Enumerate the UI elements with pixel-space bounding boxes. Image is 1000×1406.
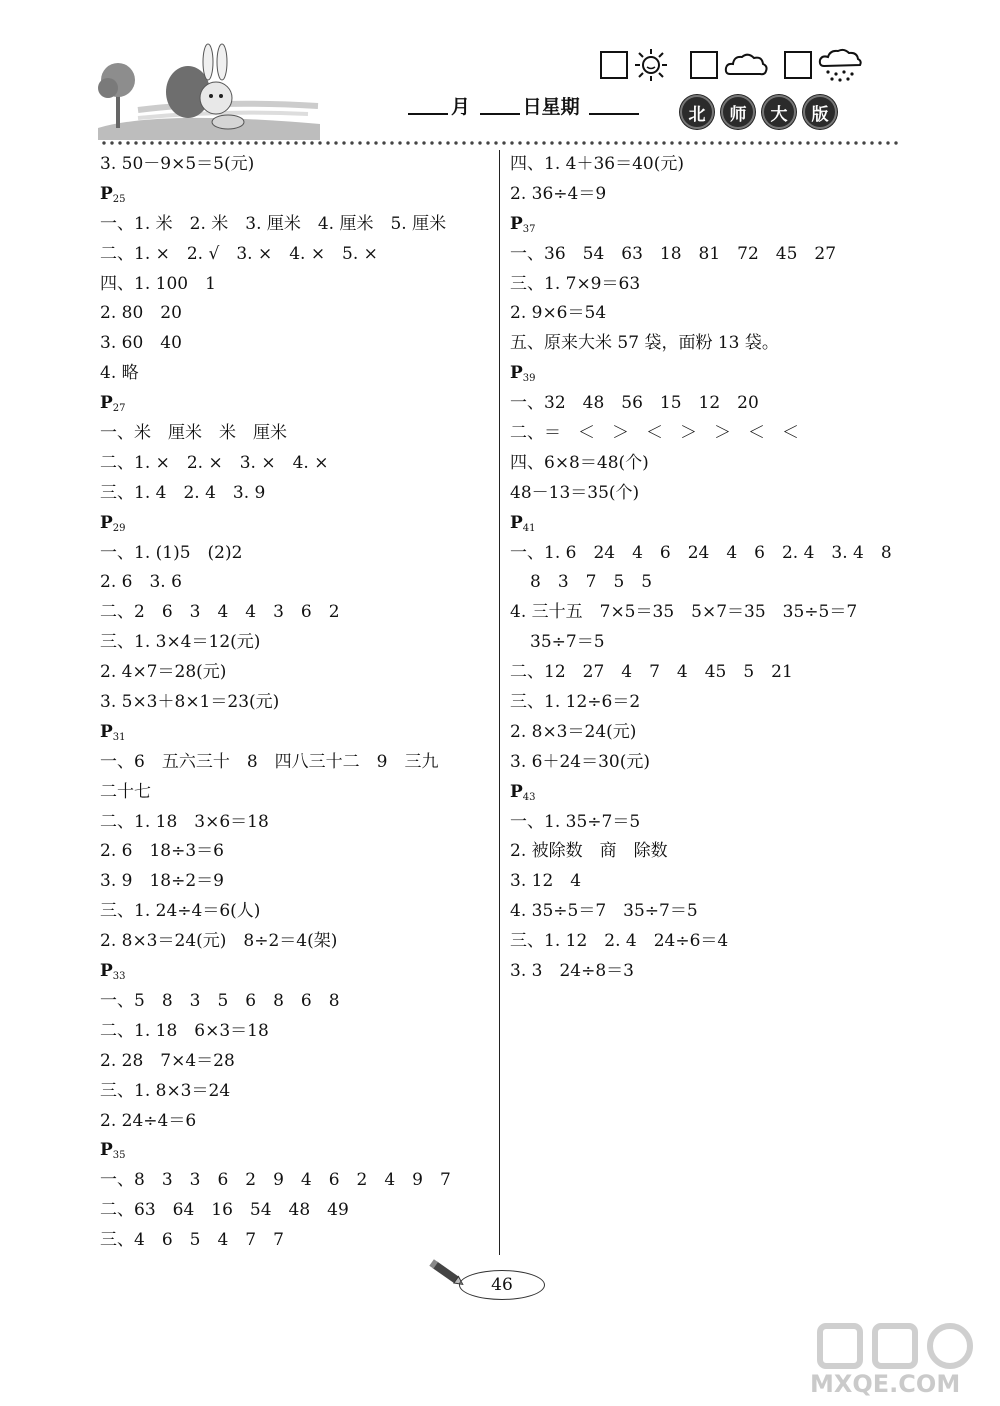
answer-line: 2. 4×7＝28(元) (100, 662, 227, 683)
page-reference-letter: P (100, 721, 113, 742)
month-blank (408, 113, 448, 115)
answer-line: 一、1. (1)5 (2)2 (100, 542, 243, 563)
answer-line: 一、32 48 56 15 12 20 (510, 393, 759, 414)
month-label: 月 (451, 96, 471, 118)
answer-column-left (100, 150, 495, 1256)
answer-line: 一、1. 米 2. 米 3. 厘米 4. 厘米 5. 厘米 (100, 213, 447, 234)
page-reference (510, 210, 905, 240)
answer-line: 三、1. 4 2. 4 3. 9 (100, 482, 266, 503)
weekday-blank (589, 113, 639, 115)
page-reference (510, 359, 905, 389)
answer-line: 3. 12 4 (510, 871, 582, 892)
answer-line: 3. 6＋24＝30(元) (510, 751, 650, 772)
rain-icon (818, 48, 862, 82)
answer-line: 二、12 27 4 7 4 45 5 21 (510, 662, 793, 683)
page-reference (510, 509, 905, 539)
cloud-icon (724, 50, 768, 80)
answer-line: 三、1. 24÷4＝6(人) (100, 901, 261, 922)
answer-line: 一、1. 35÷7＝5 (510, 811, 641, 832)
page-reference-number: 37 (522, 223, 536, 235)
answer-column-right (510, 150, 905, 987)
page-reference-letter: P (510, 512, 523, 533)
sun-icon (634, 48, 668, 82)
answer-line: 一、1. 6 24 4 6 24 4 6 2. 4 3. 4 8 (510, 542, 892, 563)
checkbox-cloudy (690, 51, 718, 79)
answer-line: 48－13＝35(个) (510, 482, 640, 503)
day-week-label: 日星期 (522, 96, 580, 118)
page-reference (100, 389, 495, 419)
watermark-logo (800, 1320, 990, 1400)
answer-line: 三、1. 8×3＝24 (100, 1080, 231, 1101)
answer-line: 二、2 6 3 4 4 3 6 2 (100, 602, 340, 623)
page-reference-number: 41 (522, 522, 536, 534)
page-reference-number: 29 (112, 522, 126, 534)
weather-cloudy (690, 48, 768, 82)
answer-line: 2. 被除数 商 除数 (510, 841, 668, 862)
answer-line: 三、1. 12÷6＝2 (510, 692, 641, 713)
page-reference-number: 39 (522, 373, 536, 385)
answer-line: 二、1. 18 6×3＝18 (100, 1020, 269, 1041)
page-reference-letter: P (100, 512, 113, 533)
answer-line: 三、4 6 5 4 7 7 (100, 1230, 284, 1251)
answer-line: 二十七 (100, 781, 151, 802)
answer-line: 2. 9×6＝54 (510, 303, 607, 324)
answer-line: 3. 60 40 (100, 333, 182, 354)
page-reference (100, 718, 495, 748)
page-reference-letter: P (510, 781, 523, 802)
page-reference-number: 43 (522, 791, 536, 803)
edition-badges (680, 95, 837, 129)
page-reference-number: 31 (112, 731, 126, 743)
page-reference-letter: P (100, 183, 113, 204)
page-reference-number: 35 (112, 1150, 126, 1162)
answer-line: 2. 24÷4＝6 (100, 1110, 197, 1131)
page-reference-number: 33 (112, 971, 126, 983)
answer-line: 三、1. 12 2. 4 24÷6＝4 (510, 931, 729, 952)
watermark-text: MXQE.COM (810, 1370, 961, 1398)
answer-line: 二、1. 18 3×6＝18 (100, 811, 269, 832)
answer-line: 四、1. 4＋36＝40(元) (510, 154, 684, 174)
day-blank (480, 113, 520, 115)
rabbit-illustration (98, 40, 320, 140)
dotted-divider (100, 140, 900, 146)
answer-line: 4. 三十五 7×5＝35 5×7＝35 35÷5＝7 (510, 602, 858, 623)
answer-line: 2. 6 3. 6 (100, 572, 182, 593)
answer-line: 一、36 54 63 18 81 72 45 27 (510, 243, 837, 264)
page-reference (100, 1136, 495, 1166)
edition-char: 大 (762, 95, 796, 129)
checkbox-rainy (784, 51, 812, 79)
page-reference-letter: P (100, 393, 113, 414)
page-number: 46 (459, 1270, 545, 1300)
answer-line: 2. 28 7×4＝28 (100, 1050, 235, 1071)
weather-sunny (600, 48, 668, 82)
answer-line: 4. 35÷5＝7 35÷7＝5 (510, 901, 698, 922)
page-reference (510, 778, 905, 808)
answer-line: 8 3 7 5 5 (530, 572, 653, 593)
page-reference-letter: P (100, 961, 113, 982)
answer-line: 3. 9 18÷2＝9 (100, 871, 224, 892)
page-reference-letter: P (100, 1140, 113, 1161)
answer-line: 二、1. × 2. √ 3. × 4. × 5. × (100, 243, 378, 264)
answer-line: 二、1. × 2. × 3. × 4. × (100, 452, 329, 473)
answer-line: 2. 8×3＝24(元) 8÷2＝4(架) (100, 931, 338, 952)
column-divider (499, 150, 500, 1255)
answer-line: 一、米 厘米 米 厘米 (100, 423, 287, 444)
answer-line: 三、1. 3×4＝12(元) (100, 632, 261, 653)
answer-line: 一、6 五六三十 8 四八三十二 9 三九 (100, 751, 439, 772)
answer-line: 一、5 8 3 5 6 8 6 8 (100, 990, 340, 1011)
date-line (405, 92, 642, 119)
answer-line: 35÷7＝5 (530, 632, 605, 653)
page-reference-letter: P (510, 363, 523, 384)
edition-char: 北 (680, 95, 714, 129)
edition-char: 版 (803, 95, 837, 129)
answer-line: 3. 50－9×5＝5(元) (100, 154, 255, 174)
checkbox-sunny (600, 51, 628, 79)
answer-line: 三、1. 7×9＝63 (510, 273, 641, 294)
answer-line: 2. 8×3＝24(元) (510, 721, 637, 742)
answer-line: 五、原来大米 57 袋，面粉 13 袋。 (510, 333, 779, 354)
answer-line: 二、63 64 16 54 48 49 (100, 1200, 349, 1221)
answer-line: 3. 3 24÷8＝3 (510, 961, 634, 982)
answer-line: 二、＝ ＜ ＞ ＜ ＞ ＞ ＜ ＜ (510, 423, 799, 444)
page-reference-number: 27 (112, 403, 126, 415)
answer-line: 2. 80 20 (100, 303, 182, 324)
page-reference-number: 25 (112, 193, 126, 205)
edition-char: 师 (721, 95, 755, 129)
answer-line: 2. 36÷4＝9 (510, 183, 607, 204)
answer-line: 一、8 3 3 6 2 9 4 6 2 4 9 7 (100, 1170, 451, 1191)
page-reference-letter: P (510, 213, 523, 234)
answer-line: 四、6×8＝48(个) (510, 452, 649, 473)
page-reference (100, 509, 495, 539)
page-reference (100, 957, 495, 987)
answer-line: 4. 略 (100, 363, 139, 384)
answer-line: 四、1. 100 1 (100, 273, 216, 294)
answer-line: 3. 5×3＋8×1＝23(元) (100, 692, 280, 713)
weather-rainy (784, 48, 862, 82)
page-reference (100, 180, 495, 210)
answer-line: 2. 6 18÷3＝6 (100, 841, 224, 862)
